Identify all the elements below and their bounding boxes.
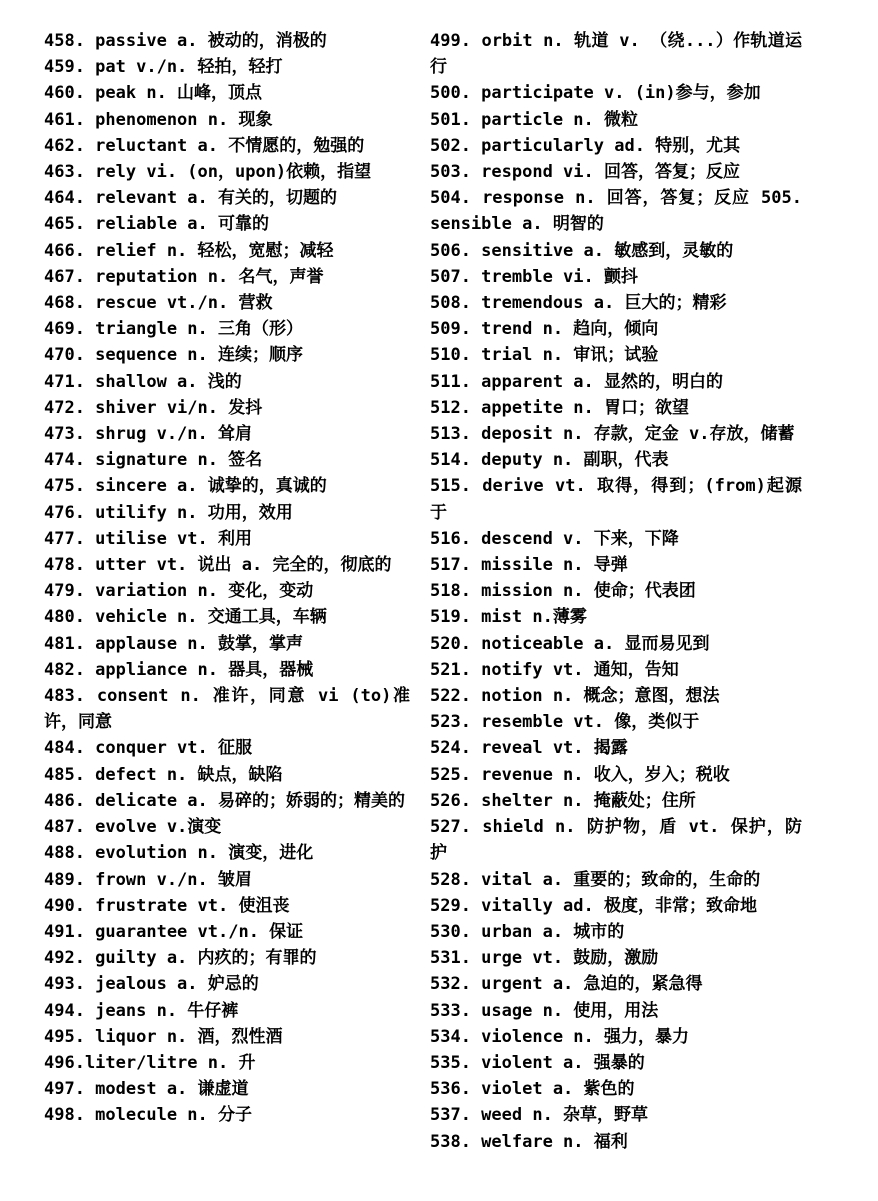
vocab-entry: 522. notion n. 概念；意图，想法 bbox=[430, 686, 720, 707]
vocab-entry: 475. sincere a. 诚挚的，真诚的 bbox=[44, 476, 327, 497]
vocab-entry: 483. consent n. 准许，同意 vi (to)准许，同意 bbox=[44, 686, 410, 733]
vocab-entry: 511. apparent a. 显然的，明白的 bbox=[430, 371, 723, 392]
vocab-entry: 460. peak n. 山峰，顶点 bbox=[44, 83, 263, 104]
vocab-entry: 527. shield n. 防护物，盾 vt. 保护，防护 bbox=[430, 817, 802, 864]
vocab-entry: 523. resemble vt. 像，类似于 bbox=[430, 712, 700, 733]
vocab-entry: 504. response n. 回答，答复；反应 505. sensible a. 明智的 bbox=[430, 188, 802, 235]
vocab-entry: 526. shelter n. 掩蔽处；住所 bbox=[430, 790, 696, 811]
vocab-entry: 537. weed n. 杂草，野草 bbox=[430, 1105, 649, 1126]
vocab-entry: 501. particle n. 微粒 bbox=[430, 109, 638, 130]
vocab-entry: 484. conquer vt. 征服 bbox=[44, 738, 252, 759]
vocab-entry: 506. sensitive a. 敏感到，灵敏的 bbox=[430, 240, 734, 261]
vocab-entry: 482. appliance n. 器具，器械 bbox=[44, 659, 314, 680]
vocab-entry: 507. tremble vi. 颤抖 bbox=[430, 266, 638, 287]
vocab-entry: 466. relief n. 轻松，宽慰；减轻 bbox=[44, 240, 334, 261]
vocab-entry: 534. violence n. 强力，暴力 bbox=[430, 1026, 689, 1047]
vocab-entry: 499. orbit n. 轨道 v. （绕...）作轨道运行 bbox=[430, 31, 802, 78]
right-column bbox=[430, 28, 802, 1155]
vocab-entry: 465. reliable a. 可靠的 bbox=[44, 214, 269, 235]
vocab-entry: 485. defect n. 缺点，缺陷 bbox=[44, 764, 283, 785]
vocab-entry: 535. violent a. 强暴的 bbox=[430, 1052, 645, 1073]
vocab-entry: 473. shrug v./n. 耸肩 bbox=[44, 424, 252, 445]
vocab-entry: 463. rely vi. (on，upon)依赖，指望 bbox=[44, 162, 372, 183]
vocab-entry: 525. revenue n. 收入，岁入；税收 bbox=[430, 764, 730, 785]
vocab-entry: 468. rescue vt./n. 营救 bbox=[44, 293, 273, 314]
vocab-entry: 478. utter vt. 说出 a. 完全的，彻底的 bbox=[44, 555, 392, 576]
vocab-entry: 531. urge vt. 鼓励，激励 bbox=[430, 948, 659, 969]
vocab-entry: 533. usage n. 使用，用法 bbox=[430, 1000, 659, 1021]
vocab-entry: 532. urgent a. 急迫的，紧急得 bbox=[430, 974, 703, 995]
vocab-entry: 461. phenomenon n. 现象 bbox=[44, 109, 273, 130]
vocab-entry: 488. evolution n. 演变，进化 bbox=[44, 843, 314, 864]
vocab-entry: 481. applause n. 鼓掌，掌声 bbox=[44, 633, 303, 654]
vocab-entry: 459. pat v./n. 轻拍，轻打 bbox=[44, 57, 283, 78]
vocab-entry: 477. utilise vt. 利用 bbox=[44, 528, 252, 549]
vocab-entry: 487. evolve v.演变 bbox=[44, 817, 222, 838]
vocab-entry: 486. delicate a. 易碎的；娇弱的；精美的 bbox=[44, 790, 405, 811]
vocab-entry: 496.liter/litre n. 升 bbox=[44, 1052, 256, 1073]
vocab-entry: 497. modest a. 谦虚道 bbox=[44, 1079, 249, 1100]
vocab-entry: 509. trend n. 趋向，倾向 bbox=[430, 319, 659, 340]
vocab-entry: 490. frustrate vt. 使沮丧 bbox=[44, 895, 290, 916]
vocab-entry: 500. participate v. (in)参与，参加 bbox=[430, 83, 761, 104]
vocab-entry: 480. vehicle n. 交通工具，车辆 bbox=[44, 607, 327, 628]
vocab-entry: 498. molecule n. 分子 bbox=[44, 1105, 252, 1126]
vocab-entry: 515. derive vt. 取得，得到；(from)起源于 bbox=[430, 476, 802, 523]
vocab-entry: 472. shiver vi/n. 发抖 bbox=[44, 397, 263, 418]
vocab-entry: 529. vitally ad. 极度，非常；致命地 bbox=[430, 895, 757, 916]
vocab-entry: 512. appetite n. 胃口；欲望 bbox=[430, 397, 689, 418]
vocab-entry: 513. deposit n. 存款，定金 v.存放，储蓄 bbox=[430, 424, 795, 445]
vocab-entry: 462. reluctant a. 不情愿的，勉强的 bbox=[44, 135, 365, 156]
vocab-entry: 502. particularly ad. 特别，尤其 bbox=[430, 135, 741, 156]
vocab-entry: 474. signature n. 签名 bbox=[44, 450, 263, 471]
vocab-entry: 520. noticeable a. 显而易见到 bbox=[430, 633, 710, 654]
vocab-entry: 467. reputation n. 名气，声誉 bbox=[44, 266, 324, 287]
vocab-entry: 469. triangle n. 三角（形） bbox=[44, 319, 303, 340]
vocab-entry: 518. mission n. 使命；代表团 bbox=[430, 581, 696, 602]
vocab-entry: 516. descend v. 下来，下降 bbox=[430, 528, 679, 549]
vocab-entry: 538. welfare n. 福利 bbox=[430, 1131, 628, 1152]
vocab-entry: 510. trial n. 审讯；试验 bbox=[430, 345, 659, 366]
vocab-entry: 492. guilty a. 内疚的；有罪的 bbox=[44, 948, 317, 969]
vocab-entry: 517. missile n. 导弹 bbox=[430, 555, 628, 576]
vocab-entry: 458. passive a. 被动的，消极的 bbox=[44, 31, 327, 51]
vocab-entry: 479. variation n. 变化，变动 bbox=[44, 581, 314, 602]
vocab-entry: 471. shallow a. 浅的 bbox=[44, 371, 242, 392]
vocab-entry: 508. tremendous a. 巨大的；精彩 bbox=[430, 293, 727, 314]
vocab-entry: 476. utilify n. 功用，效用 bbox=[44, 502, 293, 523]
vocab-entry: 495. liquor n. 酒，烈性酒 bbox=[44, 1026, 283, 1047]
vocab-entry: 530. urban a. 城市的 bbox=[430, 921, 625, 942]
vocab-entry: 491. guarantee vt./n. 保证 bbox=[44, 921, 304, 942]
vocab-entry: 521. notify vt. 通知，告知 bbox=[430, 659, 679, 680]
vocab-entry: 494. jeans n. 牛仔裤 bbox=[44, 1000, 239, 1021]
vocab-entry: 464. relevant a. 有关的，切题的 bbox=[44, 188, 337, 209]
vocab-entry: 470. sequence n. 连续；顺序 bbox=[44, 345, 303, 366]
vocab-entry: 489. frown v./n. 皱眉 bbox=[44, 869, 252, 890]
vocab-entry: 528. vital a. 重要的；致命的，生命的 bbox=[430, 869, 761, 890]
vocab-entry: 514. deputy n. 副职，代表 bbox=[430, 450, 669, 471]
vocab-entry: 536. violet a. 紫色的 bbox=[430, 1079, 635, 1100]
vocab-entry: 493. jealous a. 妒忌的 bbox=[44, 974, 259, 995]
left-column bbox=[44, 28, 410, 1129]
vocab-entry: 524. reveal vt. 揭露 bbox=[430, 738, 628, 759]
vocab-entry: 519. mist n.薄雾 bbox=[430, 607, 587, 628]
vocab-entry: 503. respond vi. 回答，答复；反应 bbox=[430, 162, 740, 183]
